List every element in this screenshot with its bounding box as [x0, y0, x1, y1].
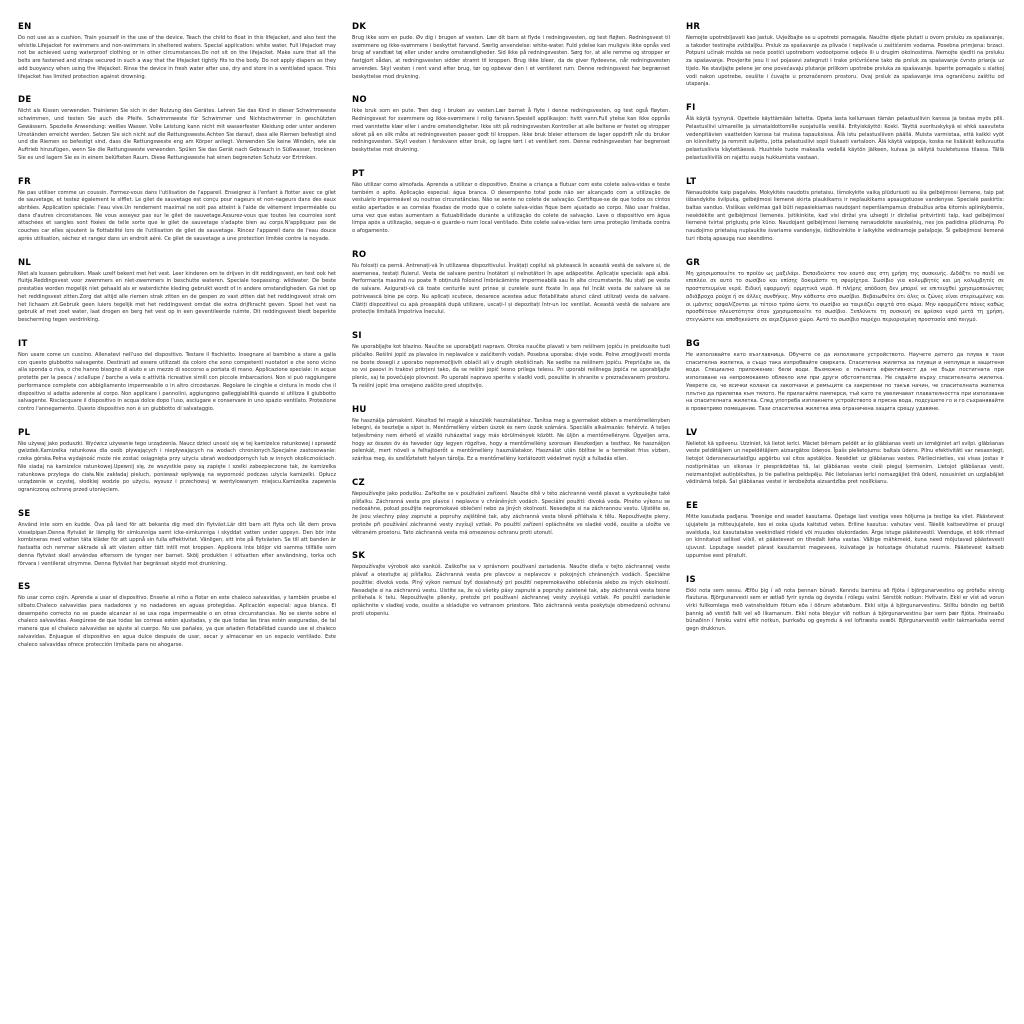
language-entry-de [18, 95, 336, 162]
language-text-hu: Ne használja párnaként. Készítsd fel magát a készülék használatához. Tanítsa meg a gyermeket ebben a mentőmellényben lebegni, és tesztelje a sípot is. Mentőmellény vízben úszok és nem úszók számára. Speciális alkalmazás: fehérvíz. A teljes teljesítmény nem érhető el vízálló ruházattal vagy más körülmények között. Ne üljön a mentőmellényre. Ügyeljen arra, hogy az összes öv és heveder úgy legyen rögzítve, hogy a mentőmellény szorosan illeszkedjen a testhez. Ne használjon pelenkát, mert növeli a felhajtóerőt a mentőmellény használatakor. Használat után öblítse le a terméket friss vízben, szárítsa meg, és szellőztetett helyen tárolja. Ez a mentőmellény korlátozott védelmet nyújt a fulladás ellen. [352, 417, 670, 463]
language-text-pt: Não utilizar como almofada. Aprenda a utilizar o dispositivo. Ensine a criança a flutuar com este colete salva-vidas e teste também o apito. Aplicação especial: água branca. O desempenho total pode não ser alcançado com a utilização de vestuário impermeável ou noutras circunstâncias. Não se sente no colete de salvação. Certifique-se de que todos os cintos estão apertados e as correias fixadas de modo que o colete salva-vidas fique bem ajustado ao corpo. Não usar fraldas, uma vez que estas aumentam a flutuabilidade durante a utilização do colete de salvação. Lave o dispositivo em água limpa após a utilização, seque-o e guarde-o num local ventilado. Este colete salva-vidas tem uma proteção limitada contra o afogamento. [352, 181, 670, 235]
language-entry-si [352, 331, 670, 390]
language-text-en: Do not use as a cushion. Train yourself in the use of the device. Teach the child to float in this lifejacket, and also test the whistle.Lifejacket for swimmers and non-swimmers in sheltered waters. Special application: white water. Full lifejacket may not be achieved using waterproof clothing or in other circumstances.Do not sit on the lifejacket. Make sure that all the belts are fastened and straps secured in such a way that the lifejacket tightly fits to the body. Do not apply diapers as they add buoyancy when using the lifejacket. Rinse the device in fresh water after use, dry and store in a ventilated space. This lifejacket has limited protection against drowning. [18, 35, 336, 80]
language-entry-lt [686, 177, 1004, 244]
language-entry-hr [686, 22, 1004, 89]
language-entry-se [18, 509, 336, 568]
language-code-pt: PT [352, 168, 365, 179]
language-text-sk: Nepoužívajte výrobok ako vankúš. Zaškoľte sa v správnom používaní zariadenia. Naučte dieťa v tejto záchrannej veste plávať a otestujte aj píšťalku. Záchranná vesta pre plavcov a neplavcov v pokojných chránených vodách. Špeciálne použitie: divoká voda. Plný výkon nemusí byť dosiahnutý pri použití nepremokavého oblečenia alebo za iných okolností. Nesadajte si na záchrannú vestu. Uistite sa, že sú všetky pásy zapnuté a popruhy zaistené tak, aby záchranná vesta tesne priliehala k telu. Nepoužívajte plienky, pretože pri používaní záchrannej vesty zvyšujú vztlak. Po použití zariadenie opláchnite v sladkej vode, osušte a skladujte vo vetranom priestore. Táto záchranná vesta poskytuje obmedzenú ochranu proti utopeniu. [352, 564, 670, 617]
language-text-lv: Nelietot kā spilvenu. Uzziniet, kā lietot ierīci. Māciet bērnam peldēt ar šo glābšanas vesti un izmēģiniet arī svilpi. glābšanas veste peldētājiem un nepeldētājiem aizsargātos ūdeņos. Īpašs pielietojums: baltais ūdens. Pilnu efektivitāti var nesasniegt, lietojot ūdensnecaurlaidīgu apģērbu vai citos apstākļos. Nesēdiet uz glābšanas vestes. Pārliecinieties, vai visas jostas ir nostiprinātas un siksnas ir piesprādzētas tā, lai glābšanas veste cieši pieguļ ķermenim. Lietojot glābšanas vesti, neizmantojiet autiņbiksītes, jo tie palielina peldspēju. Pēc lietošanas ierīci nomazgājiet tīrā ūdenī, nosusiniet un uzglabājiet vēdināmā telpā. Šai glābšanas vestei ir ierobežota aizsardzība pret noslīkšanu. [686, 440, 1004, 486]
language-text-pl: Nie używaj jako poduszki. Wyćwicz używanie tego urządzenia. Naucz dzieci unosić się w tej kamizelce ratunkowej i sprawdź gwizdek.Kamizelka ratunkowa dla osób pływających i niepływających na wodach chronionych.Specjalne zastosowanie: rzeka górska.Pełna wydajność może nie zostać osiągnięta przy użyciu ubrań wodoodpornych lub w innych okolicznościach. Nie siadaj na kamizelce ratunkowej.Upewnij się, że wszystkie pasy są zapięte i szelki zabezpieczone tak, że kamizelka ratunkowa przylega do ciała.Nie zakładaj pieluch, ponieważ wpływają na wyporność podczas użycia kamizelki. Opłucz urządzenie w czystej, słodkiej wodzie po użyciu, wysusz i przechowuj w wentylowanym miejscu.Kamizelka zapewnia ograniczoną ochronę przed utonięciem. [18, 440, 336, 494]
language-entry-sk [352, 551, 670, 618]
language-text-it: Non usare come un cuscino. Allenatevi nell'uso del dispositivo. Testare il fischietto. Insegnare al bambino a stare a galla con questo giubbotto salvagente. Destinati ad essere utilizzati da coloro che sono competenti nuotatori e che sono vicino alla sponda o riva, o che hanno bisogno di aiuto e un mezzo di soccorso a portata di mano. Applicazione speciale: in acque protette per la pesca / sciallupe / barche a vela o attività ricreative simili con piccole imbarcazioni. Non si può raggiungere performance complete con abbigliamento impermeabile o in altro circostanze. Regolare le cinghie e cintura in modo che il dispositivo si adatta aderente al corpo. Non applicare i pannolini, aggiungono galleggiabilità quando si utilizza il giubbotto salvagente. Risciacquare il dispositivo in acqua dolce dopo l'uso, asciugare e conservare in uno spazio ventilato. Protezione contro l'annegamento. Questo dispositivo non è un giubbotto di salvataggio. [18, 351, 336, 412]
language-entry-fi [686, 103, 1004, 162]
language-code-en: EN [18, 22, 32, 32]
language-code-cz: CZ [352, 477, 366, 488]
language-text-es: No usar como cojín. Aprenda a usar el dispositivo. Enseñe al niño a flotar en este chaleco salvavidas, y también pruebe el silbato.Chaleco salvavidas para nadadores y no nadadores en aguas protegidas. Aplicación especial: agua blanca. El desempeño correcto no se puede alcanzar si se usa ropa impermeable o en otras circunstancias. No se siente sobre el chaleco salvavidas. Asegúrese de que todas las correas estén ajustadas, y de que todas las tiras estén aseguradas, de tal manera que el chaleco salvavidas se ajuste al cuerpo. No use pañales, ya que añaden flotabilidad cuando use el chaleco salvavidas. Enjuague el dispositivo en agua dulce después de usar, secar y almacenar en un espacio ventilado. Este chaleco salvavidas ofrece protección limitada para no ahogarse. [18, 595, 336, 648]
language-entry-lv [686, 428, 1004, 487]
language-code-sk: SK [352, 551, 366, 562]
language-code-dk: DK [352, 22, 367, 32]
language-code-hr: HR [686, 22, 701, 32]
language-entry-es [18, 582, 336, 649]
language-text-lt: Nenaudokite kaip pagalvės. Mokykitės naudotis prietaisu. Išmokykite vaiką plūduriuoti su šia gelbėjimosi liemene, taip pat išbandykite švilpuką. gelbėjimosi liemenė skirta plaukikams ir neplaukikams apsaugotuose vandenyse. Specialė paskirtis: baltas vanduo. Visiškas veikimas gali būti nepasiekiamas naudojant neperšlampamus drabužius arba kitomis aplinkybėmis, nesėdėkite ant gelbėjimosi liemenės. Įsitikinkite, kad visi diržai yra užsegti ir dirželiai pritvirtinti taip, kad gelbėjimosi liemenė tvirtai priglustų prie kūno. Naudojant gelbėjimosi liemenę nenaudokite sauskelnių, nes jos padidina plūdrumą. Po naudojimo prietaisą nuplaukite švariame vandenyje, išdžiovinkite ir laikykite vėdinamoje patalpoje. Ši gelbėjimosi liemenė turi ribotą apsaugą nuo skendimo. [686, 189, 1004, 242]
language-text-ee: Mitte kasutada padjana. Treenige end seadet kasutama. Õpetage last vestiga vees hõljuma ja testige ka vilet. Päästevest ujujatele ja mitteujujatele, kes ei oska ujuda kaitstud vetes. Eriline kasutus: vahutav vesi. Täielik kaitsevõime ei pruugi avalduda, kui kasutatakse veekindlaid riideid või muudes olukordades. Ärge istuge päästevestil. Veenduge, et kõik rihmad on kinnitatud sellisel viisil, et päästevest on tihedalt keha vastas. Vältige mähkmeid, kuna need mõjutavad päästevesti ujuvust. Loputage seadet pärast kasutamist magevees, kuivatage ja hoiustage õhutatud ruumis. Päästevest kaitseb uppumise eest piiratult. [686, 514, 1004, 559]
language-text-de: Nicht als Kissen verwenden. Trainieren Sie sich in der Nutzung des Gerätes. Lehren Sie das Kind in dieser Schwimmweste schwimmen, und testen Sie auch die Pfeife. Schwimmweste für Schwimmer und Nichtschwimmer in geschützten Gewässern. Spezielle Anwendung: weißes Wasser. Volle Leistung kann nicht mit wasserfester Kleidung oder unter anderen Umständen erreicht werden. Setzen Sie sich nicht auf die Rettungsweste.Achten Sie darauf, dass alle Riemen befestigt sind und die Riemen so befestigt sind, dass die Rettungsweste eng am Körper anliegt. Verwenden Sie keine Windeln, wie sie Auftrieb hinzufügen, wenn Sie die Rettungsweste verwenden. Spülen Sie das Gerät nach Gebrauch in Süßwasser, trocknen Sie es und lagern Sie es in einem belüfteten Raum. Diese Rettungsweste hat einen begrenzten Schutz vor Ertrinken. [18, 108, 336, 161]
language-code-ro: RO [352, 249, 367, 260]
language-entry-pt [352, 169, 670, 236]
language-code-hu: HU [352, 404, 367, 415]
language-code-lv: LV [686, 427, 698, 438]
language-text-is: Ekki nota sem sessu. Æfðu þig í að nota þennan búnað. Kenndu barninu að fljóta í björgunarvestinu og prófaðu einnig flautuna. Björgunarvesti sem er ætlað fyrir synda og ósynda í rólegu vatni. Sérstök notkun: Hvítvatn. Ekki er víst að vorun virki fullkomlega með vatnsheldum fötum eða í öðrum aðstæðum. Ekki sitja á björgunarvestinu. Stilltu böndin og beltið þannig að vestið falli vel að líkamanum. Ekki nota bleyjur við notkun á björgunarvestinu þar sem þær fljóta. Hreinsaðu búnaðinn í fersku vatni eftir notkun, þurrkaðu og geymdu á vel loftræstu svæði. Björgunarvestið veitir takmarkaða vernd gegn drukknun. [686, 587, 1004, 633]
language-entry-no [352, 95, 670, 154]
language-entry-nl [18, 258, 336, 325]
language-code-nl: NL [18, 257, 32, 268]
language-text-hr: Nemojte upotrebljavati kao jastuk. Uvježbajte se u upotrebi pomagala. Naučite dijete plutati u ovom prsluku za spašavanje, a također testirajte zviždaljku. Prsluk za spašavanje za plivače i neplivače u zaštićenim vodama. Posebna primjena: brzaci. Potpuni učinak možda se neće postići upotrebom vodootporne odjeće ili u drugim okolnostima. Nemojte sjediti na prsluku za spašavanje. Provjerite jesu li svi pojasevi zategnuti i trake pričvršćene tako da prsluk za spašavanje čvrsto prianja uz tijelo. Ne stavljajte pelene jer one povećavaju plutanje prilikom upotrebe prsluka za spašavanje. Isperite pomagalo u slatkoj vodi nakon upotrebe, osušite i čuvajte u prozračenom prostoru. Ovaj prsluk za spašavanje ima ograničenu zaštitu od utapanja. [686, 35, 1004, 88]
language-text-se: Använd inte som en kudde. Öva på land för att bekanta dig med din flytväst.Lär ditt barn att flyta och låt dem prova visselpipan.Denna flytväst är lämplig för simkunniga samt icke-simkunniga i skyddat vatten under uppsyn. Den bör inte kombineras med vatten täta kläder för att uppnå sin fulla effektivitet. Vänligen, sitt inte på flytvästen. Se till att banden är fastsatta och remmar säkrade så att västen sitter tätt intill mot kroppen. Applicera inte blöjor vid samma tillfälle som denna flytväst skall användas eftersom de tynger ner barnet. Skölj produkten i sötvatten efter användning, torka och förvara i ventilerat utrymme. Denna flytväst har begränsat skydd mot drunkning. [18, 521, 336, 567]
language-entry-it [18, 339, 336, 414]
language-entry-hu [352, 405, 670, 464]
language-code-no: NO [352, 95, 367, 106]
language-entry-ee [686, 501, 1004, 560]
column-1 [18, 22, 336, 663]
language-text-dk: Brug ikke som en pude. Øv dig i brugen af vesten. Lær dit barn at flyde i redningsvesten, og test fløjten. Redningsvest til svømmere og ikke-svømmere i beskyttet farvand. Særlig anvendelse: white-water. Fuld ydelse kan muligvis ikke opnås ved brug af vandtæt tøj eller under andre omstændigheder. Sid ikke på redningsvesten. Sørg for, at alle remme og stropper er fastgjort sådan, at redningsvesten sidder stramt til kroppen. Brug ikke bleer, da de giver flydeevne, når redningsvesten anvendes. Skyl vesten i rent vand efter brug, tør og opbevar den i et ventileret rum. Denne redningsvest har begrænset beskyttelse mod drukning. [352, 35, 670, 80]
language-code-gr: GR [686, 257, 701, 268]
language-entry-gr [686, 258, 1004, 325]
language-code-es: ES [18, 582, 31, 593]
language-code-pl: PL [18, 427, 31, 438]
language-entry-cz [352, 478, 670, 537]
language-text-gr: Μη χρησιμοποιείτε το προϊόν ως μαξιλάρι. Εκπαιδεύστε τον εαυτό σας στη χρήση της συσκευής. Διδάξτε το παιδί να επιπλέει σε αυτό το σωσίβιο και επίσης δοκιμάστε τη σφυρίχτρα. Σωσίβιο για κολυμβητές και μη κολυμβητές σε προστατευμένα νερά. Ειδική εφαρμογή: ορμητικά νερά. Η πλήρης απόδοση δεν μπορεί να επιτευχθεί χρησιμοποιώντας αδιάβροχα ρούχα ή σε άλλες συνθήκες. Μην κάθεστε στο σωσίβιο. Βεβαιωθείτε ότι όλες οι ζώνες είναι στερεωμένες και οι ιμάντες ασφαλίζονται με τέτοιο τρόπο ώστε το σωσίβιο να ταιριάζει σφιχτά στο σώμα. Μην εφαρμόζετε πάνες καθώς προσθέτουν πλευστότητα όταν χρησιμοποιείτε το σωσίβιο. Ξεπλύνετε τη συσκευή σε φρέσκο νερό μετά τη χρήση, στεγνώστε και αποθηκεύστε σε αεριζόμενο χώρο. Αυτό το σωσίβιο παρέχει περιορισμένη προστασία από πνιγμό. [686, 270, 1004, 324]
language-entry-is [686, 575, 1004, 634]
language-code-se: SE [18, 508, 31, 519]
language-entry-ro [352, 250, 670, 317]
language-entry-bg [686, 339, 1004, 414]
language-text-no: Ikke bruk som en pute. Tren deg i bruken av vesten.Lær barnet å flyte i denne redningsvesten, og test også fløyten. Redningsvest for svømmere og ikke-svømmere i rolig farvann.Spesiell applikasjon: hvitt vann.Full ytelse kan ikke oppnås med vanntette klær eller i andre omstendigheter. Ikke sitt på redningsvesten.Kontroller at alle beltene er festet og stropper sikret på en slik måte at redningsvesten passer godt til kroppen. Ikke bruk bleier ettersom de lager oppdrift når du bruker redningsvesten. Skyll vesten i ferskvann etter bruk, og lagre tørt i et ventilert rom. Denne redningsvesten har begrenset beskyttelse mot drukning. [352, 108, 670, 154]
language-code-fi: FI [686, 103, 696, 114]
language-text-ro: Nu folosiți ca pernă. Antrenați-vă în utilizarea dispozitivului. Învățați copilul să plutească în această vestă de salvare si, de asemenea, testați fluierul. Vesta de salvare pentru înotători și neînotători în ape adăpostite. Aplicație specială: apă albă. Performanța maximă nu poate fi obținută folosind îmbrăcăminte impermeabilă sau în alte circumstanțe. Nu stați pe vesta de salvare. Asigurați-vă că toate centurile sunt prinse și curelele sunt fixate în așa fel încât vesta de salvare să se potrivească bine pe corp. Nu aplicați scutece, deoarece acestea aduc flotabilitate atunci când utilizați vesta de salvare. Clătiți dispozitivul cu apă proaspătă după utilizare, uscați-l și depozitați într-un loc ventilat. Această vestă de salvare are protecție limitată împotriva înecului. [352, 262, 670, 316]
language-entry-fr [18, 177, 336, 244]
language-code-is: IS [686, 574, 696, 585]
language-text-si: Ne uporabljajte kot blazino. Naučite se uporabljati napravo. Otroka naučite plavati v tem rešilnem jopiču in preizkusite tudi piščalko. Rešilni jopič za plavalce in neplavalce v zaščitenih vodah. Posebna uporaba: divje vode. Polne zmogljivosti morda ne boste dosegli z uporabo nepremočljivih oblačil ali v drugih okoliščinah. Ne sedite na rešilnem jopiču. Prepričajte se, da so vsi pasovi in trakovi pritrjeni tako, da se rešilni jopič tesno prilega telesu. Pri uporabi rešilnega jopiča ne uporabljajte plenic, saj te povečujejo plovnost. Po uporabi napravo sperite v sladki vodi, posušite in shranite v prezračevanem prostoru. Ta rešilni jopič ima omejeno zaščito pred utopitvijo. [352, 344, 670, 389]
language-code-ee: EE [686, 501, 699, 512]
language-entry-dk [352, 22, 670, 81]
language-entry-pl [18, 428, 336, 495]
language-code-bg: BG [686, 338, 701, 349]
column-2 [352, 22, 670, 632]
language-code-si: SI [352, 331, 362, 342]
language-text-bg: Не използвайте като възглавница. Обучете се да използвате устройството. Научете детето да плува в тази спасителна жилетка, а също така изпробвайте свирката. Спасителна жилетка за плувци и неплувци в защитени води. Специално приложение: бели води. Възможно е пълната ефективност да не бъде постигната при използване на непромокаемо облекло или при други обстоятелства. Не сядайте върху спасителната жилетка. Уверете се, че всички колани са закопчани и ремъците са закрепени по такъв начин, че спасителната жилетка плътно да прилепва към тялото. Не прилагайте памперси, тъй като те увеличават плавателността при използване на спасителната жилетка. След употреба изплакнете устройството в прясна вода, подсушете го и го съхранявайте в проветриво помещение. Тази спасителна жилетка има ограничена защита срещу удавяне. [686, 351, 1004, 412]
language-text-fi: Älä käytä tyynynä. Opettele käyttämään laitetta. Opeta lasta kellumaan tämän pelastusliivin kanssa ja testaa myös pilli. Pelastusliivi uimareille ja uimataidottomille suojatuilla vesillä. Erityiskäyttö: Koski. Täyttä suorituskykyä ei ehkä saavuteta vedenpitävien vaatteiden kanssa tai muissa tapauksissa. Älä istu pelastusliiven päällä. Muista varmistaa, että kaikki vyöt on kiinnitetty ja remmit suljettu, jotta pelastusliivi sopii tiukasti vartaloon. Älä käytä vaippoja, koska ne lisäävät kelluvuutta pelastusliivia käytettäessä. Huuhtele tuote makealla vedellä käytön jälkeen, kuivaa ja säilytä tuuletetussa tilassa. Tällä pelastusliivillä on rajattu suoja hukkumista vastaan. [686, 116, 1004, 161]
language-code-fr: FR [18, 176, 31, 187]
language-code-lt: LT [686, 176, 697, 187]
language-code-it: IT [18, 338, 28, 349]
column-3 [686, 22, 1004, 648]
language-text-cz: Nepoužívejte jako podušku. Zařkolte se v používání zařízení. Naučte dítě v této záchranné vestě plavat a vyzkoušejte také píšťalku. Záchranná vesta pro plavce i neplavce v chráněných vodách. Speciální použití: divoká voda. Plného výkonu se nedosáhne, pokud použijte nepromokavé oblečení nebo za jiných okolností. Nesedejte si na záchrannou vestu. Ujistěte se, že jsou všechny pásy zapnuté a popruhy zajištěné tak, aby záchranná vesta těsně přiléhala k tělu. Nepoužívejte pleny, protože při používání záchranné vesty zvyšují vztlak. Po použití zařízení opláchněte ve sladké vodě, osušte a uložte ve větraném prostoru. Tato záchranná vesta má omezenou ochranu proti utonutí. [352, 490, 670, 536]
language-text-nl: Niet als kussen gebruiken. Maak uzelf bekent met het vest. Leer kinderen om te drijven in dit reddingsvest, en test ook het fluitje.Reddingsvest voor zwemmers en niet-zwemmers in beschutte wateren. Speciale toepassing: wildwater. De beste prestaties worden mogelijk niet gehaald als er waterdichte kleding gebruikt wordt of in andere omstandigheden. Ga niet op het reddingsvest zitten.Zorg dat altijd alle riemen strak zitten en de gespen zo vast zitten dat het reddingsvest strak om het lichaam zit.Gebruik geen luiers tegelijk met het reddingsvest omdat die extra drijfkracht geven. Spoel het vest na gebruik af met zoet water, laat drogen en berg het vest op in een geventileerde ruimte. Dit reddingsvest biedt beperkte bescherming tegen verdrinking. [18, 270, 336, 324]
columns-container [18, 22, 1006, 663]
language-entry-en [18, 22, 336, 81]
language-code-de: DE [18, 95, 32, 106]
language-text-fr: Ne pas utiliser comme un coussin. Formez-vous dans l'utilisation de l'appareil. Enseignez à l'enfant à flotter avec ce gilet de sauvetage, et testez également le sifflet. Le gilet de sauvetage est conçu pour nageurs et non-nageurs dans des eaux abritées. Application spéciale: l'eau vive.Un rendement maximal ne soit pas atteint à l'aide de vêtement imperméable ou dans d'autres circonstances. Ne vous asseyez pas sur le gilet de sauvetage.Assurez-vous que toutes les courroies sont attachées et sangles sont fixées de telle sorte que le gilet de sauvetage s'adapte bien au corps.N'appliquez pas de couches car elles ajoutent la flottabilité lors de l'utilisation de gilet de sauvetage. Rincez l'appareil dans de l'eau douce après utilisation, séchez et rangez dans un endroit aéré. Ce gilet de sauvetage a une protection limitée contre la noyade. [18, 189, 336, 242]
